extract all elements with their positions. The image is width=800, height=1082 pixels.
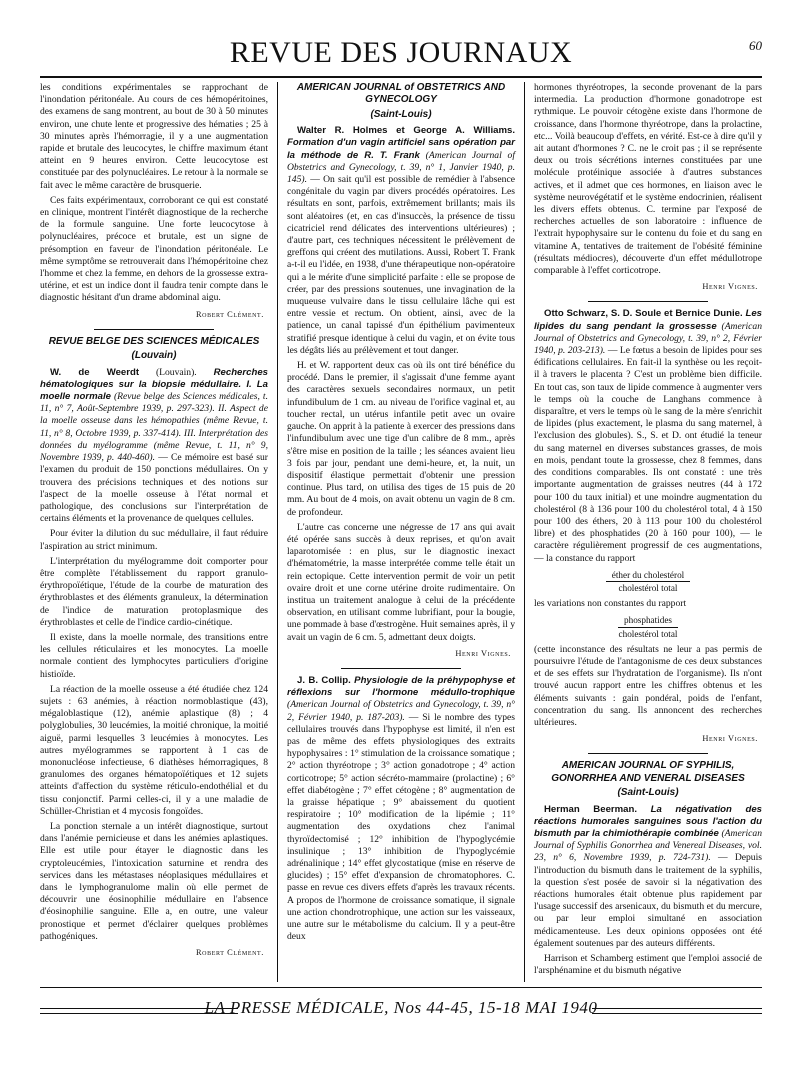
article-body: — Ce mémoire est basé sur l'examen du produit de 150 ponctions médullaires. On y trouvera des précisions techniques et des notions sur l'aspect de la moelle osseuse à l'état normal et pathologique, des conclusions sur l'interprétation de certains éléments et la provenance de quelques cellules. (40, 452, 269, 525)
page-number: 60 (749, 38, 762, 53)
ratio-formula (534, 569, 762, 594)
paragraph: Ces faits expérimentaux, corroborant ce qui est constaté en clinique, montrent l'intérêt diagnostique de la recherche de la formule sanguine. Une forte leucocytose à polynucléaires, précoce et brutale, est un signe de présomption en faveur de l'inondation péritonéale. Le même symptôme se retrouverait dans l'hémopéritoine chez l'homme et chez la femme, en dehors de la grossesse extra-utérine, et est un indice dont il faudra tenir compte dans le diagnostic hésitant d'un drame abdominal aigu. (40, 194, 268, 304)
paragraph: (cette inconstance des résultats ne leur a pas permis de poursuivre l'étude de l'antagonisme de ces deux substances et de ses effets sur l'hydratation de l'organisme). Ils n'ont trouvé aucun rapport entre les chiffres obtenus et les éléments suivants : gain pondéral, poids de l'enfant, concentration du sang. Ils annoncent des recherches ultérieures. (534, 643, 762, 728)
paragraph: Harrison et Schamberg estiment que l'emploi associé de l'arsphénamine et du bismuth négative (534, 953, 762, 977)
article-author: Walter R. Holmes et George A. Williams. (297, 125, 515, 137)
article-title: Les lipides du sang pendant la grossesse (534, 308, 762, 332)
section-title (534, 760, 762, 799)
column-3 (534, 82, 762, 980)
ratio-denominator: cholestérol total (618, 628, 678, 639)
header-rule (40, 76, 762, 78)
page-footer (40, 995, 762, 1023)
column-1 (40, 82, 268, 967)
footer-rule (40, 987, 762, 988)
article-title: Physiologie de la préhypophyse et réflexions sur l'hormone médullo-trophique (287, 674, 515, 699)
column-divider (277, 82, 278, 982)
article-reference: (American Journal of Syphilis Gonorrhea and Venereal Diseases, vol. 23, n° 6, Novembre 1939, p. 724-731). (534, 827, 762, 864)
section-divider (588, 753, 708, 754)
journal-name: AMERICAN JOURNAL of OBSTETRICS AND GYNECOLOGY (296, 82, 506, 106)
section-divider (94, 329, 214, 330)
paragraph: La réaction de la moelle osseuse a été étudiée chez 124 sujets : 63 anémies, à réaction normoblastique (43), mégaloblastique (12), anémie aplastique (8) ; 4 polyglobulies, 30 leucémies, la moitié chronique, la moitié aiguë, parmi lesquelles 3 leucémies à monocytes. Les autres myélogrammes se rapportent à 1 cas de mononucléose infectieuse, 6 diathèses hémorragiques, 8 granulomes des organes hématopoïétiques et 12 sujets atteints d'affection du système réticulo-endothélial et du tissu conjonctif. Parmi celles-ci, il y a une maladie de Schüller-Christian et 4 mycosis fongoïdes. (40, 683, 268, 817)
column-divider (524, 82, 525, 982)
article-body: — On sait qu'il est possible de remédier à l'absence congénitale du vagin par divers procédés opératoires. Les résultats en sont, parfois, extrêmement brillants; mais ils sont aléatoires (et, en cas d'insuccès, la présence de tissu cicatriciel rend délicates des interventions ultérieures) ; d'autre part, ces techniques nécessitent le prélèvement de greffons qui créent des mutilations. Aussi, Robert T. Frank a-t-il eu l'idée, en 1938, d'une thérapeutique non-opératoire qui a le mérite d'une simplicité parfaite : elle se propose de créer, par des pressions soutenues, une invagination de la muqueuse vulvaire dans le tissu cellulaire lâche qui est entre vessie et rectum. On obtient, ainsi, avec de la patience, un canal tapissé d'un épithélium pavimenteux stratifié presque identique à celui du vagin, et on évite tous les dégâts liés au prélèvement et tout danger. (287, 174, 515, 356)
ratio-denominator: cholestérol total (618, 582, 678, 593)
paragraph: les conditions expérimentales se rapprochant de l'inondation péritonéale. Au cours de ces hémopéritoines, des examens de sang montrent, au bout de 30 à 50 minutes environ, une chute lente et progressive des hématies ; 25 à 30 minutes après l'hémorragie, il y a une augmentation rapide et brutale des leucocytes, le chiffre maximum étant atteint en 9 heures environ. Cette leucocytose est constituée par des polynucléaires. Le retour à la normale se fait avec le même caractère de brusquerie. (40, 82, 268, 191)
signature: Henri Vignes. (702, 734, 758, 744)
article-abstract (534, 804, 762, 950)
section-divider (588, 301, 708, 302)
article-abstract (40, 367, 268, 526)
article-title: Formation d'un vagin artificiel sans opération par la méthode de R. T. Frank (287, 137, 515, 161)
paragraph: les variations non constantes du rapport (534, 598, 687, 610)
article-abstract (287, 675, 515, 943)
article-reference: (American Journal of Obstetrics and Gynecology, t. 39, n° 2, Février 1940, p. 187-203). (287, 699, 515, 723)
footer-text: LA PRESSE MÉDICALE, Nos 44-45, 15-18 MAI 1940 (204, 998, 598, 1017)
article-abstract (287, 125, 515, 357)
footer-ornament-right (592, 1008, 762, 1014)
paragraph: Il existe, dans la moelle normale, des transitions entre les cellules réticulaires et les monocytes. La moelle normale contient des lymphocytes particuliers d'origine histioïde. (40, 631, 268, 680)
article-reference: (American Journal of Obstetrics and Gynecology, t. 39, n° 2, Février 1940, p. 203-213). (534, 320, 762, 357)
article-reference: (American Journal of Obstetrics and Gynecology, t. 39, n° 1, Janvier 1940, p. 145). (287, 149, 515, 186)
article-author: Otto Schwarz, S. D. Soule et Bernice Dunie. (544, 308, 743, 320)
article-author: Herman Beerman. (544, 803, 638, 815)
article-reference: (Revue belge des Sciences médicales, t. 11, n° 7, Août-Septembre 1939, p. 297-323). II. Aspect de la moelle osseuse dans les hémopathies (même Revue, t. 11, n° 8, Octobre 1939, p. 337-414). III. Interprétation des données du myélogramme (même Revue, t. 11, n° 9, Novembre 1939, p. 440-460). (40, 391, 268, 464)
paragraph: Pour éviter la dilution du suc médullaire, il faut réduire l'aspiration au strict minimum. (40, 528, 268, 552)
ratio-numerator: éther du cholestérol (606, 569, 690, 582)
paragraph: L'autre cas concerne une négresse de 17 ans qui avait été opérée sans succès à deux reprises, et qu'on avait laparotomisée : en plus, sur le diagnostic inexact d'hématométrie, la masse interprétée comme telle était un rein ectopique. Cette intervention permit de voir un petit ovaire droit et une corne utérine droite rudimentaire. On institua un traitement analogue à celui de la précédente observation, en utilisant comme lubrifiant, pour la bougie, une pommade à base d'œstrogène. Huit semaines après, il y avait un vagin de 6 cm. 5, admettant deux doigts. (287, 521, 515, 643)
signature: Henri Vignes. (455, 648, 511, 658)
paragraph: H. et W. rapportent deux cas où ils ont tiré bénéfice du procédé. Dans le premier, il s'agissait d'une femme ayant des caractères sexuels secondaires normaux, un petit infundibulum de 1 cm. au niveau de l'orifice vaginal et, au toucher rectal, un utérus infantile petit avec un ovaire gauche. On apprit à la patiente à exercer des pressions dans l'infundibulum avec une tige d'un calibre de 8 mm., après s'être mise en position de la taille ; les séances avaient lieu 3 fois par jour, pendant une demi-heure, et, la nuit, un dispositif élastique permettait d'obtenir une pression continue. Plus tard, on utilisa des tiges de 15 puis de 20 mm. Au bout de 4 mois, on avait obtenu un vagin de 8 cm. de profondeur. (287, 360, 515, 518)
signature: Henri Vignes. (702, 282, 758, 292)
article-body: — Si le nombre des types cellulaires trouvés dans l'hypophyse est limité, il n'en est pas de même des effets physiologiques des extraits hypophysaires : 1° stimulation de la croissance somatique ; 2° action thyréotrope ; 3° action gonadotrope ; 4° action corticotrope; 5° action sécréto-mammaire (prolactine) ; 6° effet diabétogène ; 7° effet cétogène ; 8° augmentation de la graisse hépatique ; 9° abaissement du quotient respiratoire ; 10° modification de la lipémie ; 11° augmentation des oxydations chez l'animal thyroïdectomisé ; 12° inhibition de l'hypoglycémie insulinique ; 13° inhibition de l'hypoglycémie adrénalinique ; 14° effet glycostatique (mise en réserve de glucides) ; 15° effet d'expansion de chromatophores. C. passe en revue ces divers effets d'après les travaux récents. A propos de l'hormone de croissance somatique, il signale une action chondrotrophique, une action sur les vaisseaux, une autre sur le métabolisme du calcium. Il y a peut-être deux (287, 711, 515, 943)
journal-name: AMERICAN JOURNAL OF SYPHILIS, GONORRHEA AND VENERAL DISEASES (551, 760, 745, 784)
ratio-formula (534, 614, 762, 639)
page-title: REVUE DES JOURNAUX (229, 36, 573, 69)
article-author: J. B. Collip. (297, 674, 351, 686)
article-author: W. de Weerdt (50, 366, 140, 378)
paragraph: L'interprétation du myélogramme doit comporter pour être complète l'établissement du rapport granulo-érythropoïétique, l'étude de la courbe de maturation des érythroblastes et des éléments granuleux, la détermination de l'indice de maturation protoplasmique des érythroblastes et celle de l'indice cardio-cinétique. (40, 555, 268, 628)
paragraph: La ponction sternale a un intérêt diagnostique, surtout dans l'anémie pernicieuse et dans les anémies aplastiques. Elle est utile pour étayer le diagnostic dans les cryptoleucémies, l'intoxication saturnine et rendra des services dans les métastases néoplasiques médullaires et dans le lymphogranulome malin où elle permet de découvrir une éosinophilie médullaire en l'absence d'éosinophilie sanguine. Elle a, en outre, une valeur pronostique et permet d'éclairer quelques problèmes pathogéniques. (40, 820, 268, 942)
article-title: Recherches hématologiques sur la biopsie médullaire. I. La moelle normale (40, 366, 268, 403)
article-body: — Le fœtus a besoin de lipides pour ses édifications cellulaires. En fait-il la synthèse ou les reçoit-il à travers le placenta ? C'est un problème bien difficile. En tout cas, son taux de lipide commence à augmenter vers le temps où la couche de Langhans commence à disparaître, et vers le temps où le sang de la mère s'enrichit de lipides (plus exactement, le plasma du sang maternel, à l'exclusion des globules). S., S. et D. ont étudié la teneur du sang maternel en diverses substances grasses, de mois en mois, pendant toute la grossesse, chez 8 femmes, dans des conditions comparables. Ils ont constaté : une très importante augmentation de graisses neutres (44 à 172 pour 100 du taux initial) et une moindre augmentation du cholestérol (8 à 136 pour 100 du cholestérol total, 4 à 150 pour 100 des éthers, 20 à 113 pour 100 du cholestérol libre) et des phosphatides (20 à 160 pour 100), — le caractère régulièrement progressif de ces augmentations, — la constance du rapport (534, 345, 762, 564)
signature: Robert Clément. (196, 948, 264, 958)
column-2 (287, 82, 515, 946)
section-title (40, 336, 268, 363)
article-title: La négativation des réactions humorales sanguines sous l'action du bismuth par la chimiothérapie combinée (534, 803, 762, 839)
ratio-numerator: phosphatides (618, 614, 678, 627)
article-place: (Louvain). (139, 366, 214, 378)
journal-city: (Louvain) (131, 350, 177, 362)
page-header (40, 36, 762, 76)
journal-city: (Saint-Louis) (370, 108, 432, 120)
journal-city: (Saint-Louis) (617, 787, 679, 799)
section-title (287, 82, 515, 121)
paragraph: hormones thyréotropes, la seconde provenant de la pars intermedia. La production d'hormone gonadotrope est rythmique. Le pouvoir cétogène existe dans l'hormone de croissance, dans l'hormone thyréotrope, dans la prolactine, etc... Voilà beaucoup d'effets, en vérité. Est-ce à dire qu'il y ait autant d'hormones ? C. ne le croit pas ; il se représente deux ou trois sécrétions internes constituées par une molécule protéinique associée à d'autres substances actives, et il admet que ces hormones, en liaison avec le système neurovégétatif et le système endocrinien, réalisent les divers effets obtenus. C. termine par l'exposé de recherches actuelles de son laboratoire : influence de l'extrait hypophysaire sur le contenu du foie et du sang en vitamine A, tentatives de traitement de l'obésité féminine (résultats médiocres), découverte d'un effet médullotrope comparable à l'effet corticotrope. (534, 82, 762, 277)
article-abstract (534, 308, 762, 564)
signature: Robert Clément. (196, 309, 264, 319)
article-body: — Depuis l'introduction du bismuth dans le traitement de la syphilis, la question s'est posée de savoir si la négativation des réactions humorales était obtenue plus rapidement par l'usage successif des arsenicaux, du bismuth et du mercure, ou par leur emploi simultané en association médicamenteuse. Les deux opinions opposées ont été également soutenues par des auteurs différents. (534, 852, 762, 949)
journal-name: REVUE BELGE DES SCIENCES MÉDICALES (48, 335, 260, 347)
section-divider (341, 668, 461, 669)
